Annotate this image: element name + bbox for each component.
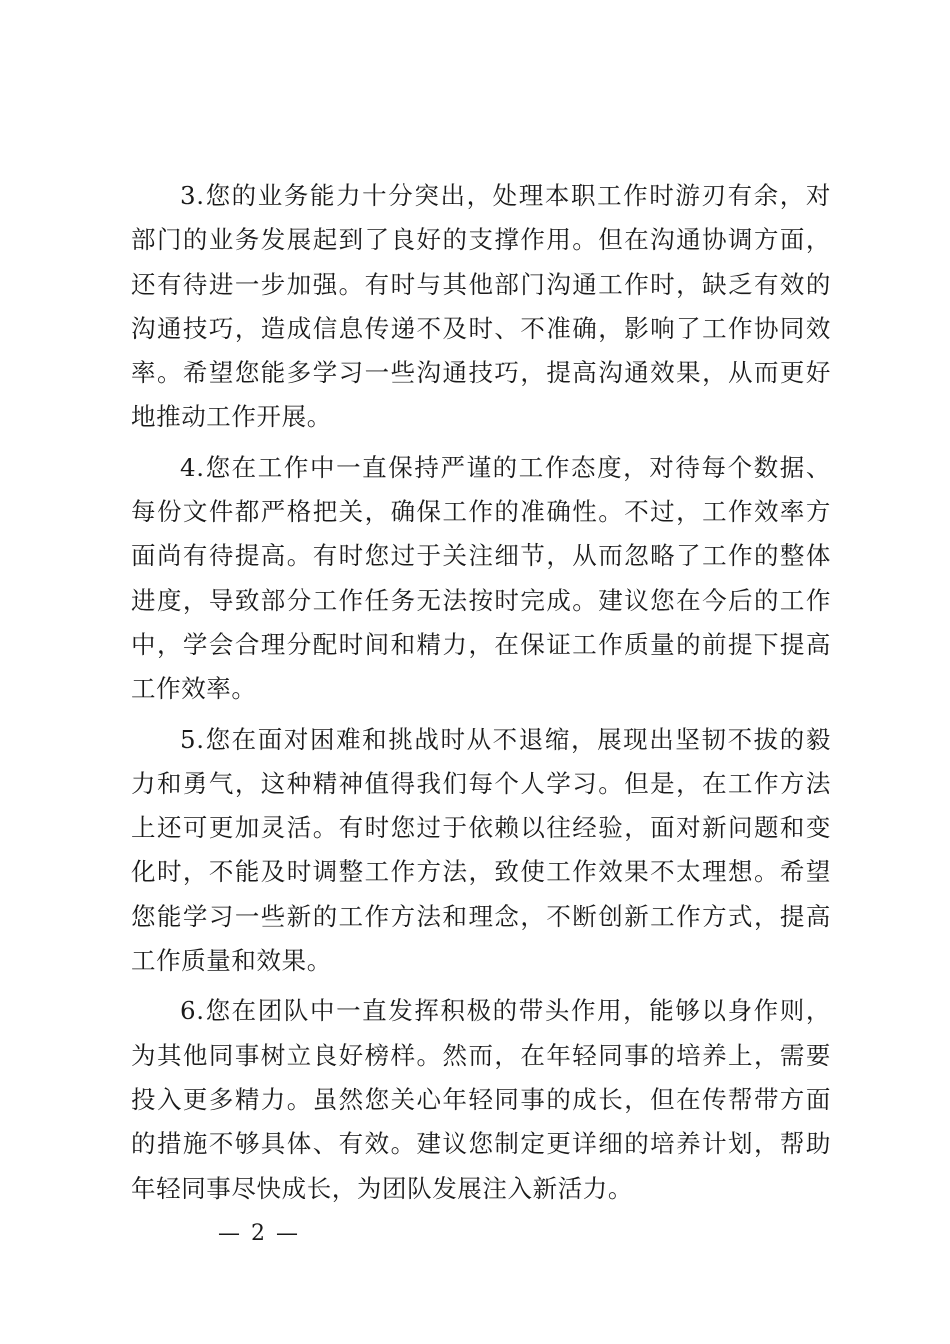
document-body <box>131 174 831 1217</box>
page-number: — 2 — <box>218 1221 300 1246</box>
paragraph-item-3: 3.您的业务能力十分突出，处理本职工作时游刃有余，对部门的业务发展起到了良好的支撑作用。但在沟通协调方面，还有待进一步加强。有时与其他部门沟通工作时，缺乏有效的沟通技巧，造成信息传递不及时、不准确，影响了工作协同效率。希望您能多学习一些沟通技巧，提高沟通效果，从而更好地推动工作开展。 <box>131 181 831 432</box>
paragraph-item-6: 6.您在团队中一直发挥积极的带头作用，能够以身作则，为其他同事树立良好榜样。然而，在年轻同事的培养上，需要投入更多精力。虽然您关心年轻同事的成长，但在传帮带方面的措施不够具体、有效。建议您制定更详细的培养计划，帮助年轻同事尽快成长，为团队发展注入新活力。 <box>131 996 831 1203</box>
paragraph-item-4: 4.您在工作中一直保持严谨的工作态度，对待每个数据、每份文件都严格把关，确保工作的准确性。不过，工作效率方面尚有待提高。有时您过于关注细节，从而忽略了工作的整体进度，导致部分工作任务无法按时完成。建议您在今后的工作中，学会合理分配时间和精力，在保证工作质量的前提下提高工作效率。 <box>131 452 831 704</box>
paragraph-item-5: 5.您在面对困难和挑战时从不退缩，展现出坚韧不拔的毅力和勇气，这种精神值得我们每个人学习。但是，在工作方法上还可更加灵活。有时您过于依赖以往经验，面对新问题和变化时，不能及时调整工作方法，致使工作效果不太理想。希望您能学习一些新的工作方法和理念，不断创新工作方式，提高工作质量和效果。 <box>131 724 831 976</box>
